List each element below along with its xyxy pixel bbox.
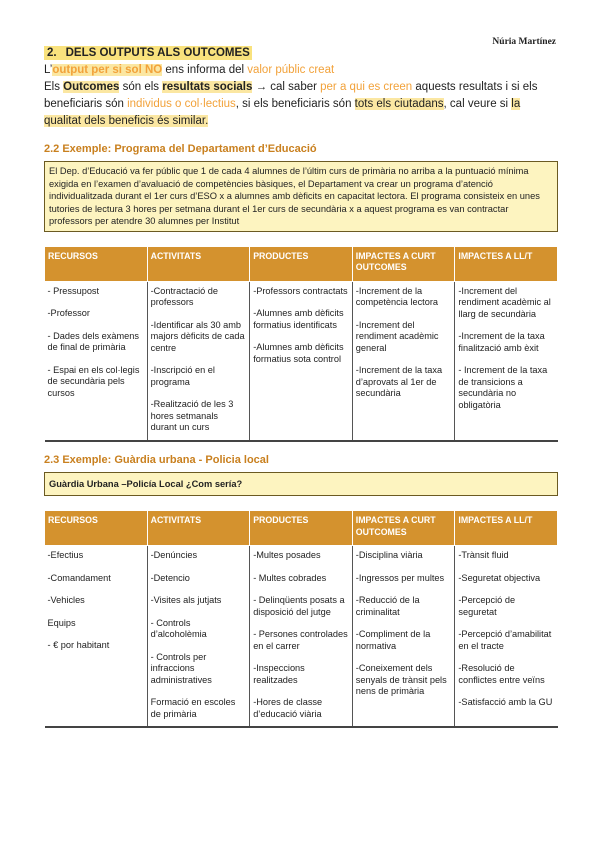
list-item: -Comandament bbox=[47, 572, 111, 583]
list-item: -Percepció de seguretat bbox=[458, 595, 516, 617]
example1-title: 2.2 Exemple: Programa del Departament d’Educació bbox=[44, 143, 317, 155]
list-item: -Coneixement dels senyals de trànsit pels nens de primària bbox=[355, 663, 447, 696]
list-item: - Espai en els col·legis de secundària pels cursos bbox=[47, 364, 140, 398]
intro-highlight: resultats socials bbox=[162, 81, 253, 93]
column-header: RECURSOS bbox=[45, 246, 148, 281]
page-content bbox=[44, 46, 558, 728]
list-item: -Alumnes amb dèficits formatius identificats bbox=[253, 308, 344, 330]
table-row bbox=[45, 281, 558, 441]
column-header: IMPACTES A LL/T bbox=[455, 246, 558, 281]
list-item: Equips bbox=[47, 617, 76, 628]
intro-highlight: valor públic creat bbox=[247, 64, 335, 76]
list-item: -Increment de la taxa d’aprovats al 1er de secundària bbox=[355, 365, 443, 398]
column-header: PRODUCTES bbox=[250, 511, 353, 546]
intro-highlight: per a qui es creen bbox=[320, 81, 413, 93]
list-item: -Inspeccions realitzades bbox=[253, 663, 305, 685]
list-item: -Multes posades bbox=[253, 550, 321, 560]
column-header: RECURSOS bbox=[45, 511, 148, 546]
table-cell bbox=[455, 546, 558, 728]
list-item: -Efectius bbox=[47, 550, 84, 560]
intro-text: ens informa del bbox=[162, 64, 248, 76]
intro-text: són els bbox=[119, 81, 163, 93]
table-cell bbox=[147, 281, 250, 441]
column-header: PRODUCTES bbox=[250, 246, 353, 281]
table-cell bbox=[45, 281, 148, 441]
list-item: -Seguretat objectiva bbox=[458, 572, 541, 583]
example2-description: Guàrdia Urbana –Policía Local ¿Com sería? bbox=[44, 472, 558, 497]
list-item: -Professors contractats bbox=[253, 285, 348, 296]
intro-highlight: tots els ciutadans bbox=[354, 98, 444, 110]
intro-text: , cal veure si bbox=[443, 98, 512, 110]
intro-text: Els bbox=[44, 81, 64, 93]
table-cell bbox=[147, 546, 250, 728]
list-item: -Identificar als 30 amb majors dèficits de cada centre bbox=[150, 319, 245, 353]
list-item: -Percepció d’amabilitat en el tracte bbox=[458, 629, 552, 651]
list-item: -Reducció de la criminalitat bbox=[355, 595, 420, 617]
intro-text: → cal saber bbox=[252, 81, 321, 93]
list-item: -Increment del rendiment acadèmic al llarg de secundària bbox=[458, 285, 551, 319]
list-item: - Dades dels exàmens de final de primària bbox=[47, 330, 139, 352]
table-header-row bbox=[45, 511, 558, 546]
section-number: 2. bbox=[44, 46, 60, 60]
example2-title: 2.3 Exemple: Guàrdia urbana - Policia local bbox=[44, 453, 269, 466]
list-item: - Increment de la taxa de transicions a secundària no obligatòria bbox=[458, 365, 548, 410]
intro-text: aquests resultats i si els beneficiaris són bbox=[44, 81, 538, 110]
list-item: - Controls d’alcoholèmia bbox=[150, 617, 207, 639]
list-item: -Denúncies bbox=[150, 550, 198, 560]
list-item: -Ingressos per multes bbox=[355, 572, 445, 583]
intro-highlight: la qualitat dels beneficis és similar. bbox=[44, 98, 521, 127]
list-item: - Delinqüents posats a disposició del jutge bbox=[253, 595, 345, 617]
intro-highlight: individus o col·lectius bbox=[127, 98, 236, 110]
column-header: ACTIVITATS bbox=[147, 246, 250, 281]
list-item: -Vehicles bbox=[47, 595, 85, 605]
section-heading bbox=[44, 46, 558, 60]
list-item: -Hores de classe d’educació viària bbox=[253, 697, 323, 719]
example1-description: El Dep. d’Educació va fer públic que 1 de cada 4 alumnes de l’últim curs de primària no arriba a la puntuació mínima exigida en l’examen d’avaluació de competències bàsiques, el Departament va crear un programa d’atenció individualitzada durant el 1er curs d’ESO x a alumnes amb dèficits en capacitat lectora. El programa consisteix en unes tutories de lectura 3 hores per setmana durant el 1er curs de secundària x a aquest programa es van contractar professors per atendre 30 alumnes per Institut bbox=[44, 161, 558, 232]
list-item: - Pressupost bbox=[47, 285, 100, 296]
list-item: -Increment de la taxa finalització amb èxit bbox=[458, 331, 545, 353]
list-item: - Multes cobrades bbox=[253, 572, 327, 583]
example2-table bbox=[44, 510, 558, 728]
intro-paragraph bbox=[44, 62, 558, 130]
list-item: -Trànsit fluid bbox=[458, 550, 509, 560]
table-cell bbox=[352, 546, 455, 728]
list-item: Formació en escoles de primària bbox=[150, 697, 236, 719]
list-item: -Contractació de professors bbox=[150, 285, 219, 307]
column-header: ACTIVITATS bbox=[147, 511, 250, 546]
list-item: -Visites als jutjats bbox=[150, 595, 222, 605]
column-header: IMPACTES A LL/T bbox=[455, 511, 558, 546]
list-item: -Disciplina viària bbox=[355, 550, 423, 560]
list-item: -Realització de les 3 hores setmanals durant un curs bbox=[150, 399, 234, 432]
list-item: - Persones controlades en el carrer bbox=[253, 629, 348, 651]
list-item: -Detencio bbox=[150, 572, 190, 583]
list-item: -Inscripció en el programa bbox=[150, 365, 215, 387]
column-header: IMPACTES A CURT OUTCOMES bbox=[352, 246, 455, 281]
list-item: -Increment de la competència lectora bbox=[355, 285, 439, 307]
column-header: IMPACTES A CURT OUTCOMES bbox=[352, 511, 455, 546]
list-item: -Alumnes amb dèficits formatius sota control bbox=[253, 342, 344, 364]
list-item: - Controls per infraccions administratives bbox=[150, 651, 212, 685]
author-name: Núria Martínez bbox=[492, 37, 556, 47]
list-item: - € por habitant bbox=[47, 640, 110, 650]
table-cell bbox=[455, 281, 558, 441]
table-header-row bbox=[45, 246, 558, 281]
example1-table bbox=[44, 246, 558, 442]
intro-text: , si els beneficiaris són bbox=[235, 98, 355, 110]
intro-text: L’ bbox=[44, 64, 53, 76]
table-cell bbox=[250, 281, 353, 441]
list-item: -Satisfacció amb la GU bbox=[458, 697, 553, 707]
table-cell bbox=[352, 281, 455, 441]
list-item: -Resolució de conflictes entre veïns bbox=[458, 663, 545, 685]
list-item: -Professor bbox=[47, 308, 90, 318]
list-item: -Increment del rendiment acadèmic general bbox=[355, 319, 439, 353]
intro-highlight: Outcomes bbox=[63, 81, 120, 93]
section-title: DELS OUTPUTS ALS OUTCOMES bbox=[60, 46, 252, 60]
intro-highlight: output per si sol NO bbox=[52, 64, 163, 76]
table-cell bbox=[45, 546, 148, 728]
list-item: -Compliment de la normativa bbox=[355, 629, 431, 651]
table-row bbox=[45, 546, 558, 728]
table-cell bbox=[250, 546, 353, 728]
